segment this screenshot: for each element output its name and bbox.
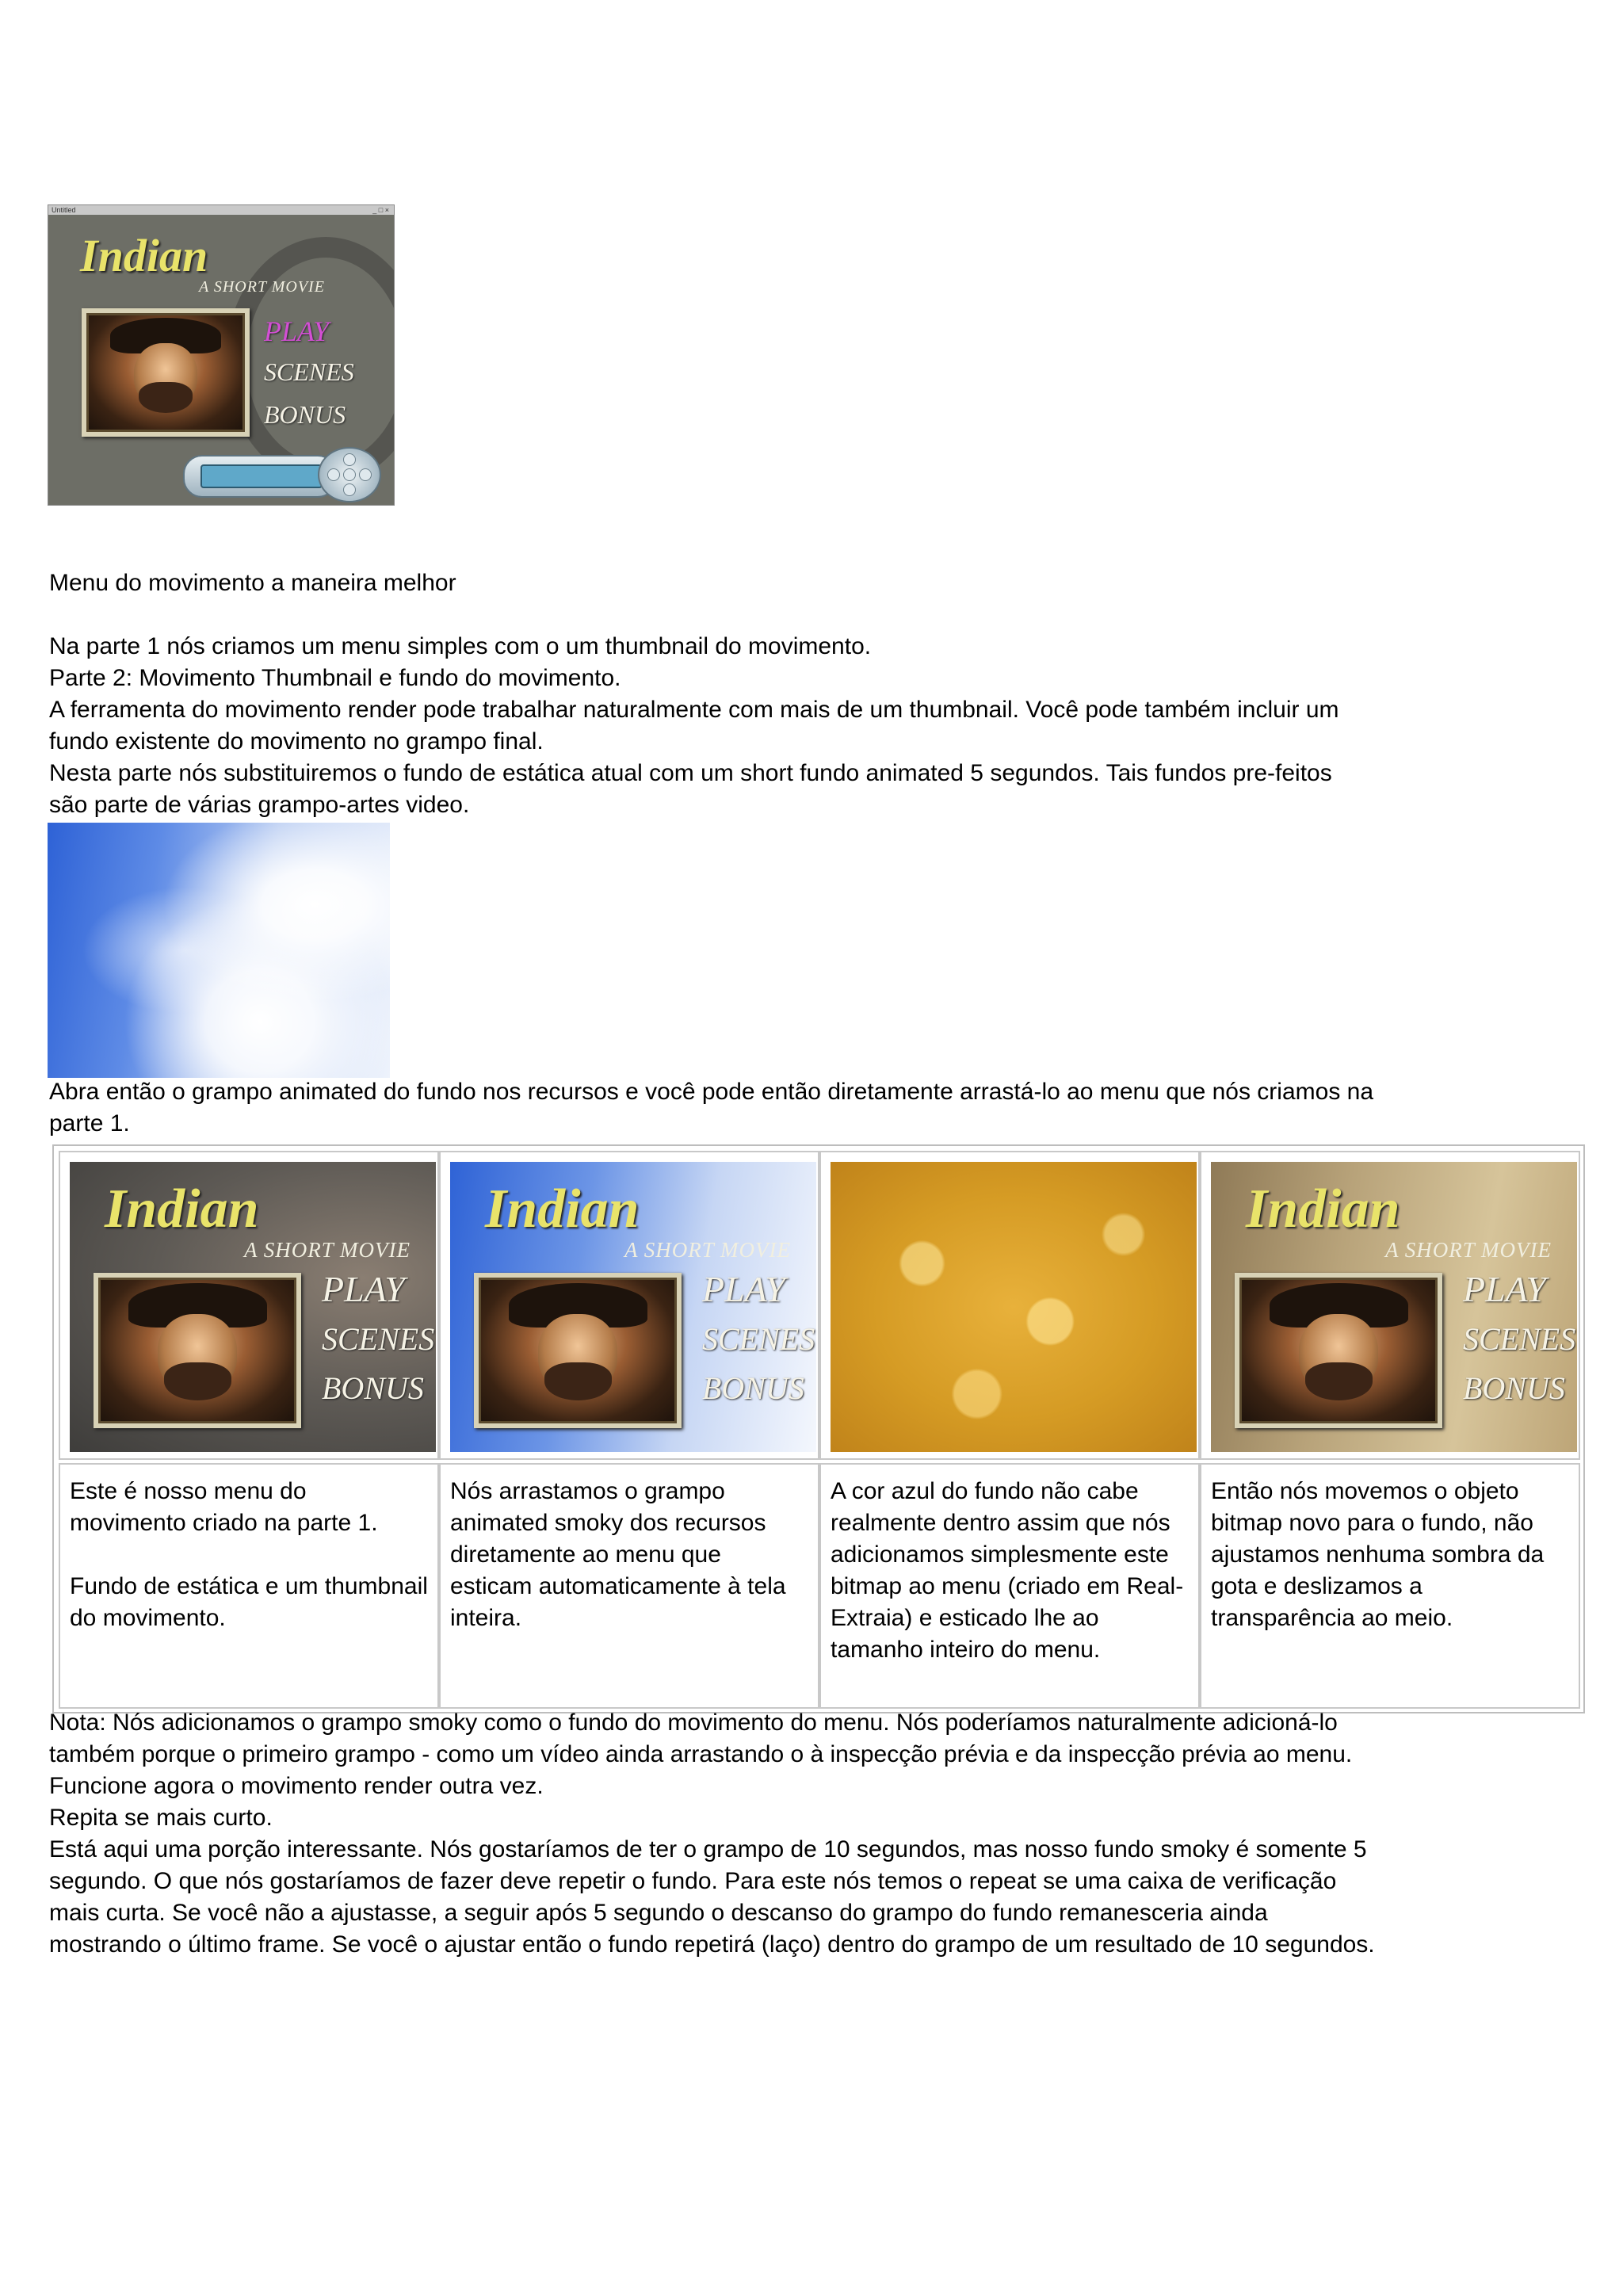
steps-table — [52, 1144, 1585, 1713]
thumb-scenes: SCENES — [1463, 1321, 1576, 1357]
page-heading: Menu do movimento a maneira melhor — [49, 570, 456, 596]
menu-screenshot — [48, 204, 395, 506]
animated-background-image — [48, 823, 390, 1078]
intro-line: Parte 2: Movimento Thumbnail e fundo do movimento. — [49, 665, 621, 691]
intro-line: Nesta parte nós substituiremos o fundo de estática atual com um short fundo animated 5 segundos. Tais fundos pre-feitos — [49, 760, 1332, 786]
thumbnail-final-menu — [1211, 1162, 1577, 1452]
table-cell-caption — [1200, 1463, 1580, 1709]
menu-item-bonus[interactable]: BONUS — [264, 400, 346, 429]
thumb-scenes: SCENES — [702, 1321, 815, 1357]
note-line: mais curta. Se você não a ajustasse, a seguir após 5 segundo o descanso do grampo do fundo remanesceria ainda — [49, 1900, 1268, 1926]
thumb-subtitle: A SHORT MOVIE — [1385, 1238, 1552, 1262]
caption-paragraph: Nós arrastamos o grampo animated smoky dos recursos diretamente ao menu que esticam automaticamente à tela inteira. — [450, 1478, 786, 1631]
thumb-subtitle: A SHORT MOVIE — [624, 1238, 791, 1262]
thumb-title: Indian — [485, 1179, 640, 1240]
thumb-play: PLAY — [1463, 1269, 1546, 1309]
note-line: também porque o primeiro grampo - como um vídeo ainda arrastando o à inspecção prévia e da inspecção prévia ao menu. — [49, 1741, 1353, 1767]
menu-title: Indian — [80, 230, 208, 281]
note-line: Repita se mais curto. — [49, 1805, 273, 1831]
note-line: mostrando o último frame. Se você o ajustar então o fundo repetirá (laço) dentro do grampo de um resultado de 10 segundos. — [49, 1931, 1375, 1958]
intro-line: são parte de várias grampo-artes video. — [49, 792, 470, 818]
caption-paragraph: A cor azul do fundo não cabe realmente dentro assim que nós adicionamos simplesmente este bitmap ao menu (criado em Real-Extraia) e esticado lhe ao tamanho inteiro do menu. — [831, 1478, 1184, 1663]
drag-line: Abra então o grampo animated do fundo nos recursos e você pode então diretamente arrastá-lo ao menu que nós criamos na — [49, 1079, 1374, 1105]
thumb-title: Indian — [105, 1179, 259, 1240]
thumb-play: PLAY — [322, 1269, 405, 1309]
note-line: segundo. O que nós gostaríamos de fazer deve repetir o fundo. Para este nós temos o repeat se uma caixa de verificação — [49, 1868, 1337, 1894]
thumb-title: Indian — [1246, 1179, 1400, 1240]
note-line: Está aqui uma porção interessante. Nós gostaríamos de ter o grampo de 10 segundos, mas nosso fundo smoky é somente 5 — [49, 1836, 1367, 1862]
intro-line: A ferramenta do movimento render pode trabalhar naturalmente com mais de um thumbnail. Você pode também incluir um — [49, 697, 1339, 723]
thumb-scenes: SCENES — [322, 1321, 435, 1357]
caption-paragraph: Fundo de estática e um thumbnail do movimento. — [70, 1573, 428, 1631]
thumb-bonus: BONUS — [322, 1370, 424, 1406]
caption-paragraph: Então nós movemos o objeto bitmap novo para o fundo, não ajustamos nenhuma sombra da gota e deslizamos a transparência ao meio. — [1211, 1478, 1545, 1631]
table-cell-caption — [819, 1463, 1200, 1709]
window-title: Untitled — [52, 206, 76, 214]
window-titlebar — [48, 205, 394, 215]
remote-control — [183, 447, 381, 501]
table-cell-image — [439, 1151, 819, 1460]
intro-line: Na parte 1 nós criamos um menu simples com o um thumbnail do movimento. — [49, 633, 872, 659]
table-cell-image — [1200, 1151, 1580, 1460]
caption-paragraph: Este é nosso menu do movimento criado na parte 1. — [70, 1478, 378, 1536]
movie-thumbnail — [82, 308, 250, 437]
thumbnail-static-background — [70, 1162, 436, 1452]
menu-item-play[interactable]: PLAY — [264, 315, 330, 347]
remote-screen — [200, 464, 323, 488]
table-cell-caption — [439, 1463, 819, 1709]
drag-line: parte 1. — [49, 1110, 130, 1137]
thumb-bonus: BONUS — [702, 1370, 804, 1406]
remote-dial — [318, 447, 381, 502]
yellow-bitmap-image — [831, 1162, 1197, 1452]
note-line: Funcione agora o movimento render outra vez. — [49, 1773, 544, 1799]
thumb-bonus: BONUS — [1463, 1370, 1565, 1406]
menu-item-scenes[interactable]: SCENES — [264, 357, 354, 386]
window-buttons[interactable]: _ □ × — [372, 206, 389, 214]
thumb-subtitle: A SHORT MOVIE — [244, 1238, 411, 1262]
note-line: Nota: Nós adicionamos o grampo smoky como o fundo do movimento do menu. Nós poderíamos naturalmente adicioná-lo — [49, 1710, 1338, 1736]
thumbnail-smoky-background — [450, 1162, 816, 1452]
menu-subtitle: A SHORT MOVIE — [199, 278, 325, 296]
thumb-play: PLAY — [702, 1269, 785, 1309]
table-cell-image — [59, 1151, 439, 1460]
intro-line: fundo existente do movimento no grampo final. — [49, 728, 544, 755]
table-cell-caption — [59, 1463, 439, 1709]
table-cell-image — [819, 1151, 1200, 1460]
